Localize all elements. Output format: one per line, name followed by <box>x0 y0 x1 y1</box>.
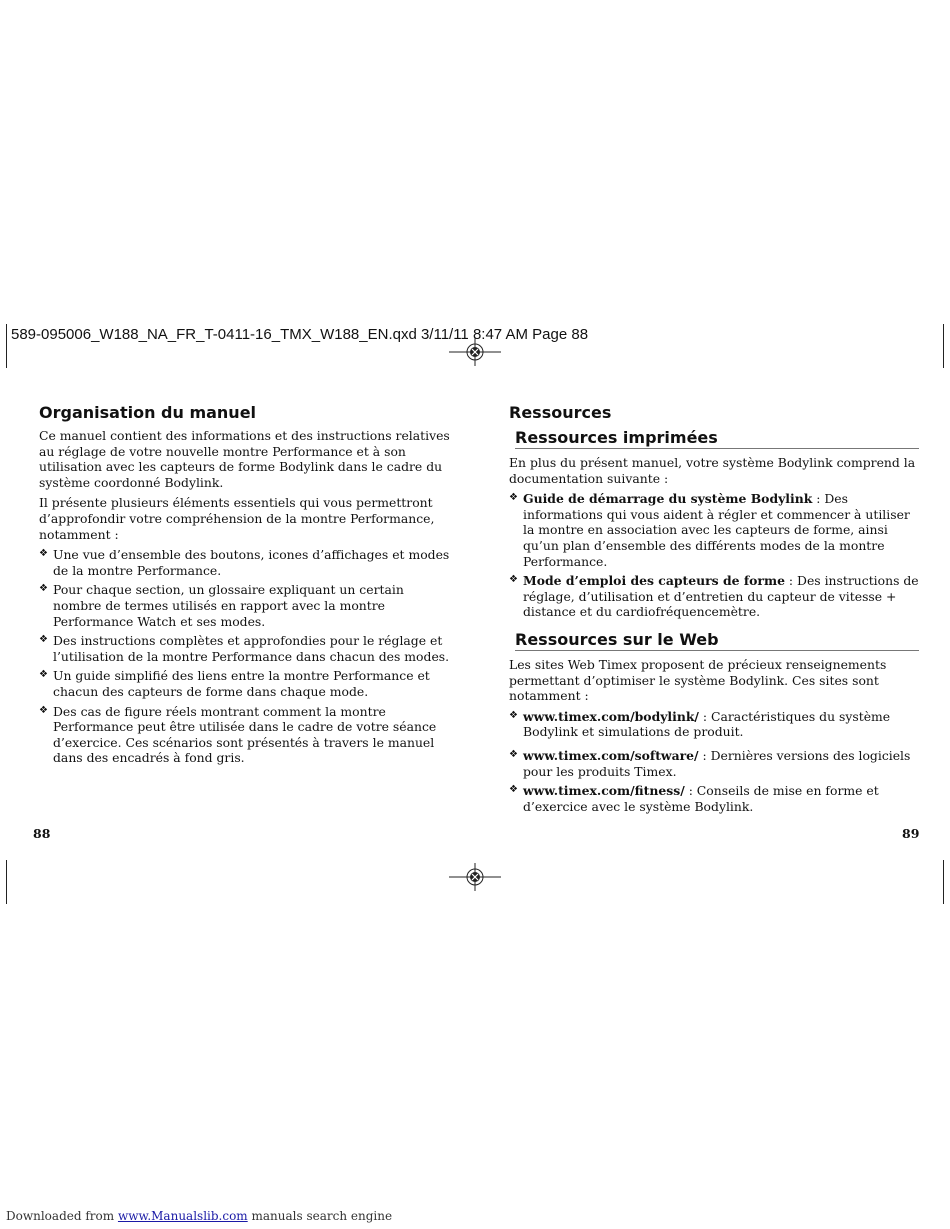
bullet-icon: ❖ <box>39 548 48 560</box>
printed-resources-heading: Ressources imprimées <box>515 428 919 449</box>
left-page-title: Organisation du manuel <box>39 403 257 422</box>
registration-mark-bottom-icon <box>449 863 501 891</box>
list-item: ❖ Pour chaque section, un glossaire expliquant un certain nombre de termes utilisés en rapport avec la montre Performance Watch et ses modes. <box>39 582 404 629</box>
bullet-icon: ❖ <box>509 709 518 721</box>
bullet-icon: ❖ <box>509 784 518 796</box>
list-item: ❖ Une vue d’ensemble des boutons, icones d’affichages et modes de la montre Performance. <box>39 547 450 578</box>
crop-mark-left-top <box>6 324 7 368</box>
list-item: ❖ www.timex.com/fitness/ : Conseils de mise en forme et d’exercice avec le système Bodylink. <box>509 783 879 814</box>
crop-mark-right-bottom <box>943 860 944 904</box>
bullet-icon: ❖ <box>39 634 48 646</box>
page-number-left: 88 <box>33 826 51 841</box>
list-item: ❖ Des instructions complètes et approfondies pour le réglage et l’utilisation de la montre Performance dans chacun des modes. <box>39 633 450 664</box>
right-page <box>509 403 919 818</box>
crop-mark-left-bottom <box>6 860 7 904</box>
list-item: ❖ Un guide simplifié des liens entre la montre Performance et chacun des capteurs de forme dans chaque mode. <box>39 668 430 699</box>
page-number-right: 89 <box>902 826 920 841</box>
manualslib-link[interactable]: www.Manualslib.com <box>117 1209 248 1223</box>
printed-resources-list <box>509 491 919 620</box>
list-item: ❖ Guide de démarrage du système Bodylink : Des informations qui vous aident à régler et commencer à utiliser la montre en association avec les capteurs de forme, ainsi qu’un plan d’ensemble des différents modes de la montre Performance. <box>509 491 910 569</box>
list-item: ❖ Mode d’emploi des capteurs de forme : Des instructions de réglage, d’utilisation et d’entretien du capteur de vitesse + distance et du cardiofréquencemètre. <box>509 573 919 620</box>
left-paragraph-2: Il présente plusieurs éléments essentiels qui vous permettront d’approfondir votre compréhension de la montre Performance, notamment : <box>39 495 435 542</box>
web-resources-heading: Ressources sur le Web <box>515 630 919 651</box>
bullet-icon: ❖ <box>509 748 518 760</box>
bullet-icon: ❖ <box>39 669 48 681</box>
web-resources-list <box>509 709 919 815</box>
registration-mark-top-icon <box>449 338 501 366</box>
bullet-icon: ❖ <box>509 574 518 586</box>
download-footer: Downloaded from www.Manualslib.com manuals search engine <box>6 1209 393 1223</box>
left-page <box>39 403 451 770</box>
list-item: ❖ www.timex.com/software/ : Dernières versions des logiciels pour les produits Timex. <box>509 747 911 779</box>
bullet-icon: ❖ <box>39 583 48 595</box>
right-page-title: Ressources <box>509 403 612 422</box>
left-paragraph-1: Ce manuel contient des informations et des instructions relatives au réglage de votre nouvelle montre Performance et à son utilisation avec les capteurs de forme Bodylink dans le cadre du système coordonné Bodylink. <box>39 428 450 490</box>
list-item: ❖ www.timex.com/bodylink/ : Caractéristiques du système Bodylink et simulations de produit. <box>509 708 891 740</box>
bullet-icon: ❖ <box>39 704 48 716</box>
bullet-icon: ❖ <box>509 492 518 504</box>
list-item: ❖ Des cas de figure réels montrant comment la montre Performance peut être utilisée dans le cadre de votre séance d’exercice. Ces scénarios sont présentés à travers le manuel dans des encadrés à fond gris. <box>39 703 437 766</box>
printed-resources-intro: En plus du présent manuel, votre système Bodylink comprend la documentation suivante : <box>509 455 916 486</box>
left-bullet-list <box>39 547 451 766</box>
crop-mark-right-top <box>943 324 944 368</box>
slug-line: 589-095006_W188_NA_FR_T-0411-16_TMX_W188_EN.qxd 3/11/11 8:47 AM Page 88 <box>11 326 589 343</box>
web-resources-intro: Les sites Web Timex proposent de précieux renseignements permettant d’optimiser le système Bodylink. Ces sites sont notamment : <box>509 656 887 704</box>
